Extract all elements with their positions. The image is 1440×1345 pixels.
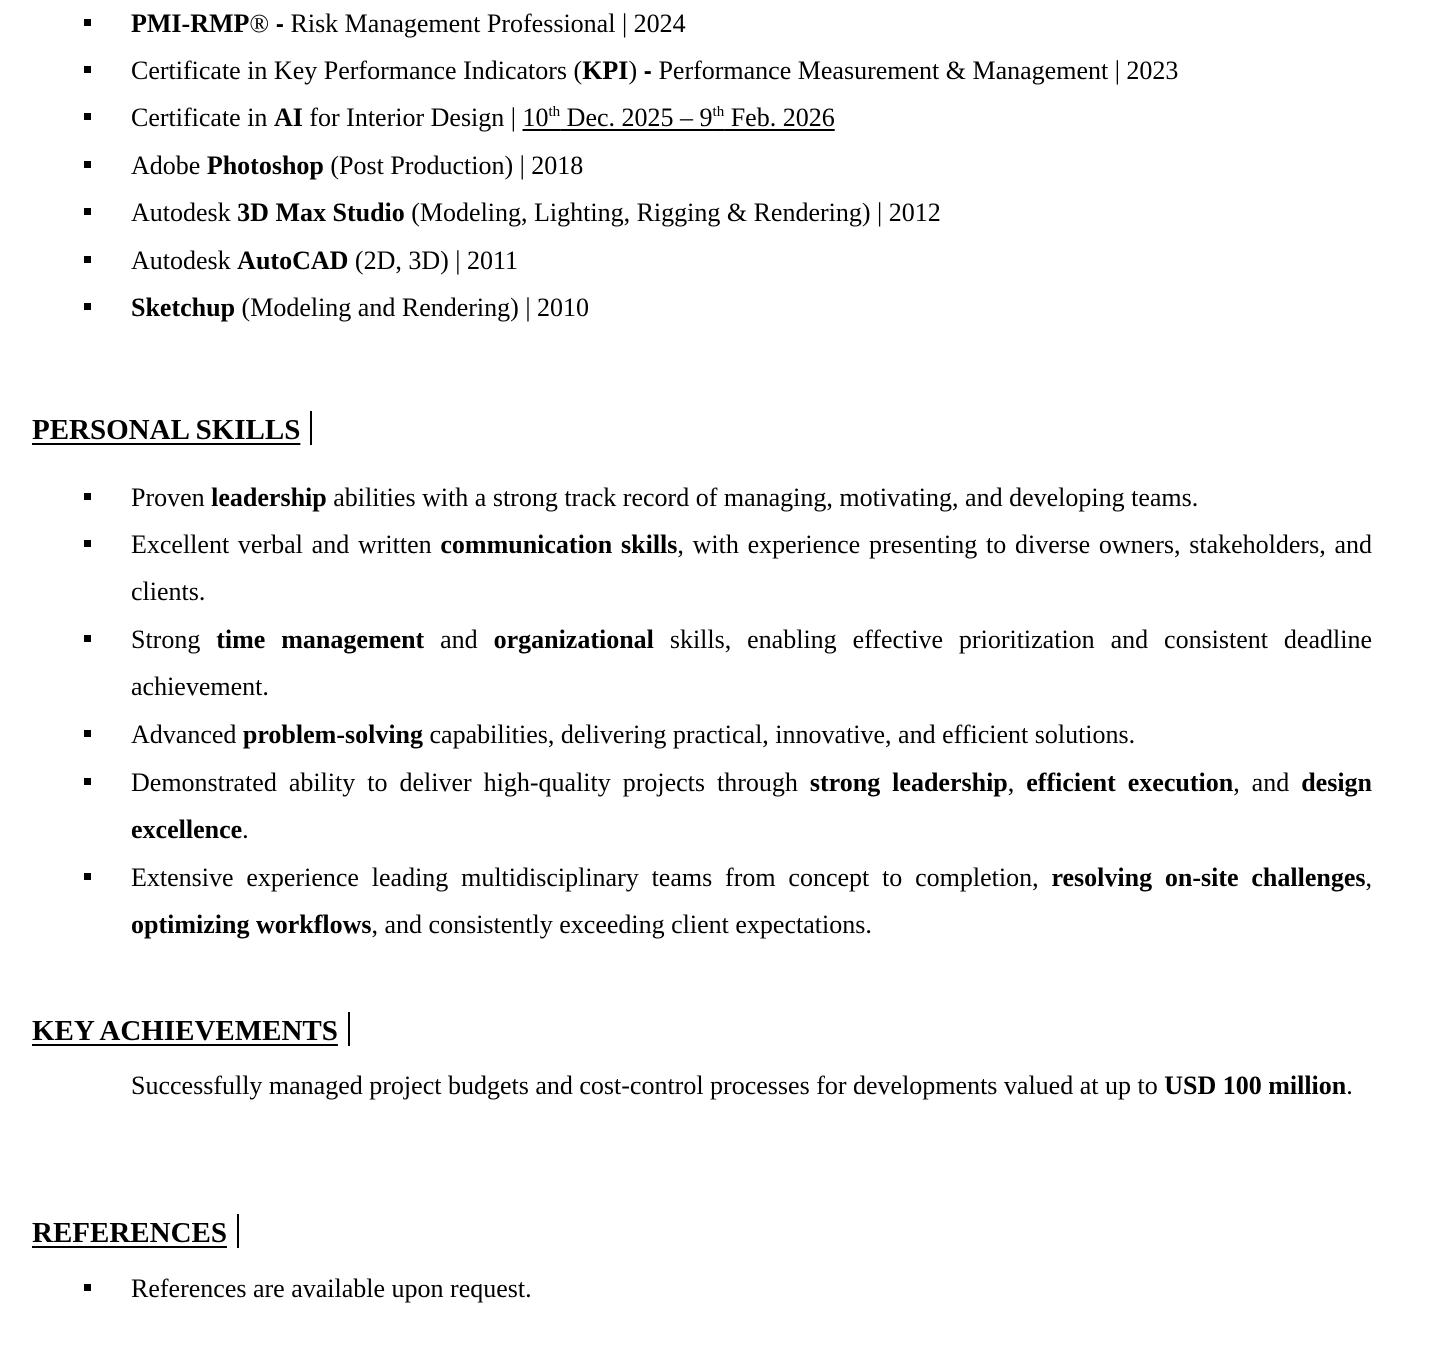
list-item: PMI-RMP® - Risk Management Professional | 2024 <box>131 9 686 40</box>
heading-divider <box>310 411 312 445</box>
bullet-icon <box>84 208 91 215</box>
heading-divider <box>348 1012 350 1046</box>
list-item: Adobe Photoshop (Post Production) | 2018 <box>131 151 583 181</box>
list-item: Autodesk 3D Max Studio (Modeling, Lighting, Rigging & Rendering) | 2012 <box>131 198 941 228</box>
list-item: Strong time management and organizational skills, enabling effective prioritization and consistent deadline achievement. <box>131 616 1372 710</box>
bullet-icon <box>84 730 91 737</box>
achievement-text: Successfully managed project budgets and cost-control processes for developments valued at up to USD 100 million. <box>131 1071 1353 1100</box>
bullet-icon <box>84 540 91 547</box>
section-heading-references: REFERENCES <box>32 1214 239 1250</box>
course-dates: 10th Dec. 2025 – 9th Feb. 2026 <box>522 103 835 132</box>
list-item: Excellent verbal and written communication skills, with experience presenting to diverse owners, stakeholders, and clients. <box>131 521 1372 615</box>
list-item: Certificate in AI for Interior Design | 10th Dec. 2025 – 9th Feb. 2026 <box>131 103 835 133</box>
bullet-icon <box>84 873 91 880</box>
bullet-icon <box>84 66 91 73</box>
bullet-icon <box>84 113 91 120</box>
bullet-icon <box>84 19 91 26</box>
bullet-icon <box>84 778 91 785</box>
section-heading-personal-skills: PERSONAL SKILLS <box>32 411 312 447</box>
list-item: Proven leadership abilities with a strong track record of managing, motivating, and developing teams. <box>131 474 1372 521</box>
list-item: References are available upon request. <box>131 1274 532 1304</box>
bullet-icon <box>84 303 91 310</box>
bullet-icon <box>84 256 91 263</box>
bullet-icon <box>84 1284 91 1291</box>
section-heading-key-achievements: KEY ACHIEVEMENTS <box>32 1012 350 1048</box>
bullet-icon <box>84 635 91 642</box>
list-item: Advanced problem-solving capabilities, delivering practical, innovative, and efficient solutions. <box>131 711 1372 758</box>
heading-divider <box>237 1214 239 1248</box>
list-item: Certificate in Key Performance Indicators (KPI) - Performance Measurement & Management | 2023 <box>131 56 1178 87</box>
list-item: Autodesk AutoCAD (2D, 3D) | 2011 <box>131 246 518 276</box>
list-item: Demonstrated ability to deliver high-quality projects through strong leadership, efficient execution, and design excellence. <box>131 759 1372 853</box>
bullet-icon <box>84 493 91 500</box>
list-item: Extensive experience leading multidisciplinary teams from concept to completion, resolving on-site challenges, optimizing workflows, and consistently exceeding client expectations. <box>131 854 1372 948</box>
bullet-icon <box>84 161 91 168</box>
list-item: Sketchup (Modeling and Rendering) | 2010 <box>131 293 589 323</box>
